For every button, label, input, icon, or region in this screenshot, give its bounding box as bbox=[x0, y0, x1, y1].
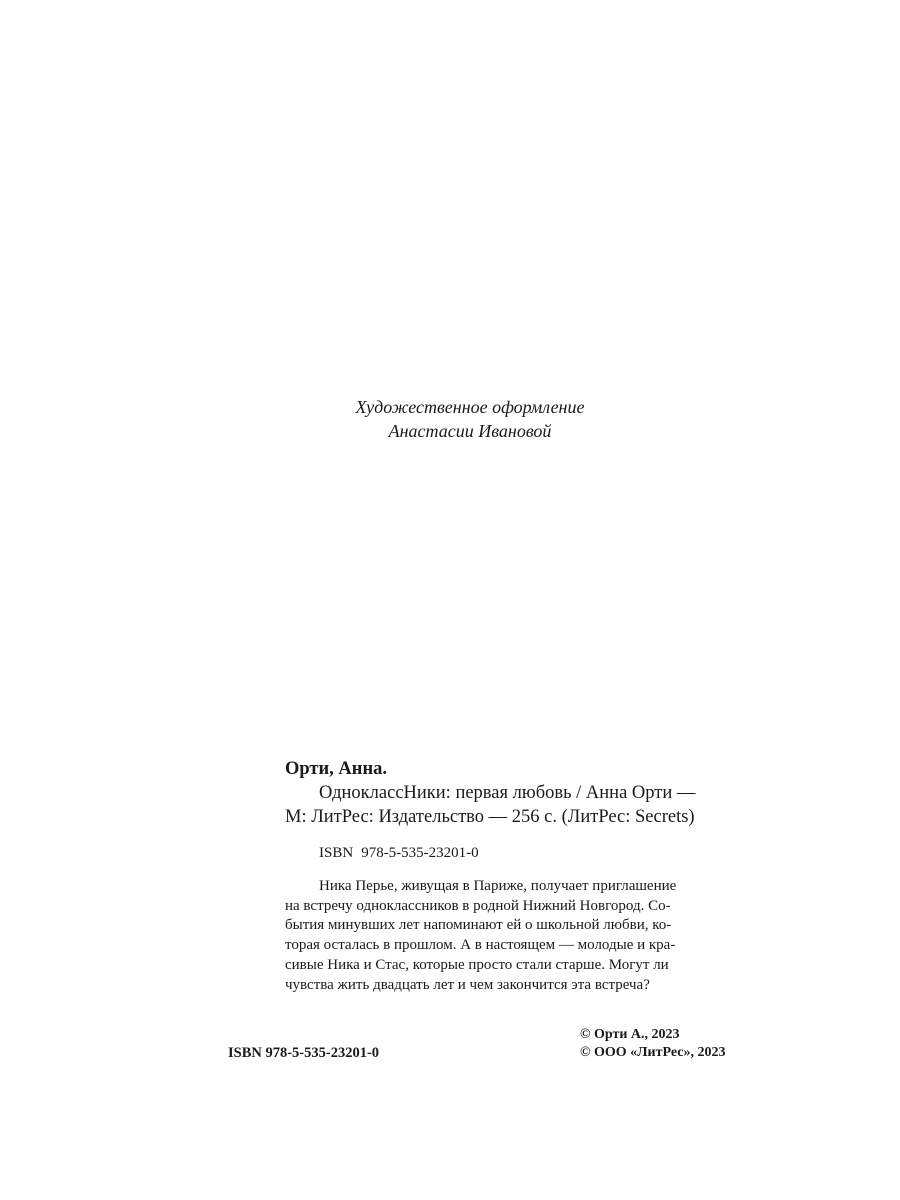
copyright-author: © Орти А., 2023 bbox=[580, 1027, 680, 1042]
bibliographic-record bbox=[285, 757, 750, 995]
annotation-line: Ника Перье, живущая в Париже, получает приглашение bbox=[319, 878, 677, 894]
annotation-line: чувства жить двадцать лет и чем закончится эта встреча? bbox=[285, 976, 650, 993]
design-credit bbox=[20, 395, 900, 443]
annotation bbox=[285, 877, 750, 995]
title-line-1: ОдноклассНики: первая любовь / Анна Орти — bbox=[319, 783, 696, 803]
annotation-line: сивые Ника и Стас, которые просто стали старше. Могут ли bbox=[285, 956, 669, 973]
annotation-line: на встречу одноклассников в родной Нижний Новгород. Со- bbox=[285, 897, 671, 914]
annotation-line: бытия минувших лет напоминают ей о школьной любви, ко- bbox=[285, 917, 672, 934]
copyright-block bbox=[580, 1026, 725, 1062]
author-heading: Орти, Анна. bbox=[285, 759, 387, 779]
footer-isbn: ISBN 978-5-535-23201-0 bbox=[228, 1045, 380, 1061]
isbn-label: ISBN bbox=[319, 845, 354, 861]
isbn-inline bbox=[285, 843, 750, 863]
copyright-publisher: © ООО «ЛитРес», 2023 bbox=[580, 1045, 726, 1060]
annotation-line: торая осталась в прошлом. А в настоящем — молодые и кра- bbox=[285, 937, 676, 954]
design-credit-line-1: Художественное оформление bbox=[355, 397, 585, 417]
isbn-value: 978-5-535-23201-0 bbox=[361, 845, 479, 861]
design-credit-line-2: Анастасии Ивановой bbox=[388, 421, 552, 441]
title-line-2: М: ЛитРес: Издательство — 256 с. (ЛитРес: Secrets) bbox=[285, 807, 695, 827]
